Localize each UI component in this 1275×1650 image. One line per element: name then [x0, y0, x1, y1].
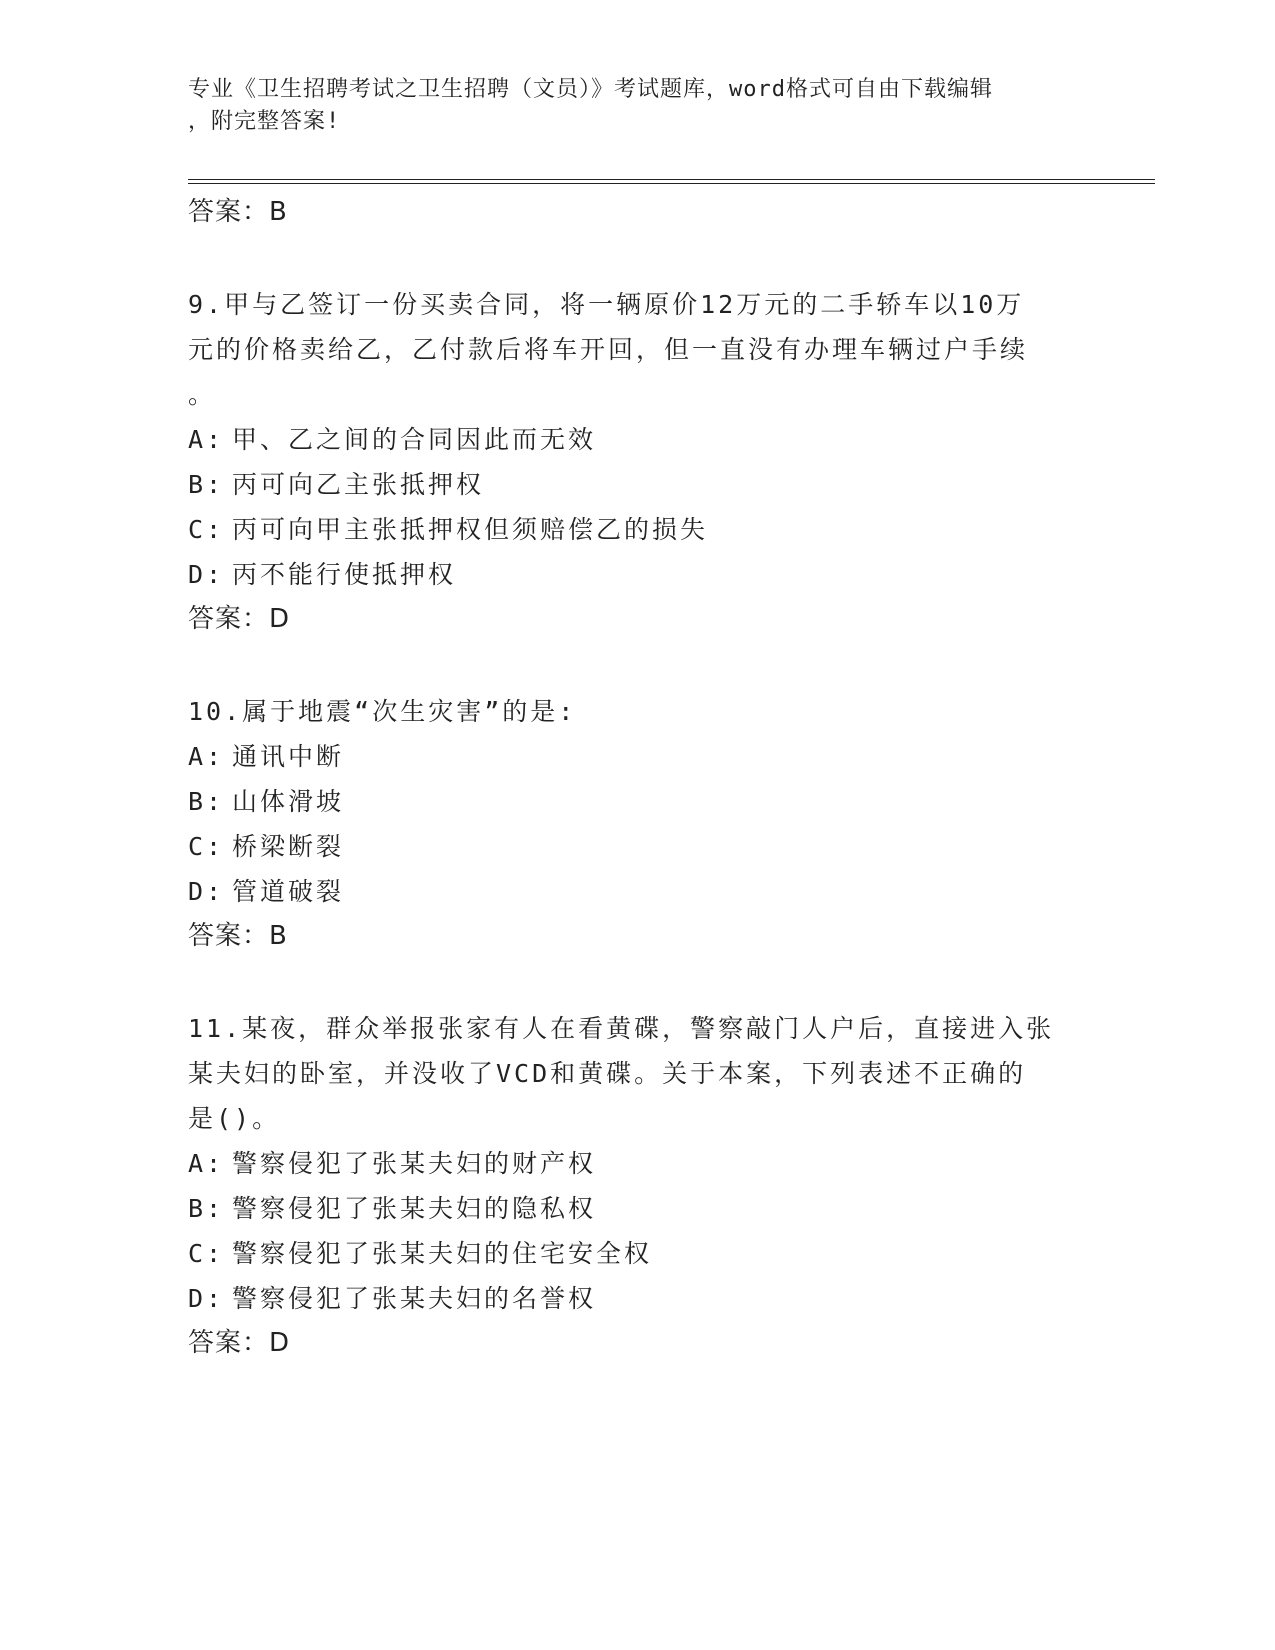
- stem-line: 某夫妇的卧室，并没收了VCD和黄碟。关于本案，下列表述不正确的: [188, 1059, 1027, 1088]
- option-d: [188, 1276, 1088, 1321]
- document-body: [188, 190, 1088, 1366]
- header-line-1: 专业《卫生招聘考试之卫生招聘（文员）》考试题库，word格式可自由下载编辑: [188, 77, 993, 102]
- option-text: 丙可向乙主张抵押权: [232, 470, 485, 499]
- option-letter: C:: [188, 1239, 225, 1268]
- option-text: 警察侵犯了张某夫妇的隐私权: [232, 1194, 597, 1223]
- question-11: [188, 1006, 1088, 1366]
- option-letter: D:: [188, 560, 225, 589]
- question-10: [188, 689, 1088, 959]
- option-d: [188, 869, 1088, 914]
- option-letter: B:: [188, 1194, 225, 1223]
- option-letter: A:: [188, 425, 225, 454]
- answer: 答案：B: [188, 921, 288, 951]
- option-a: [188, 1141, 1088, 1186]
- option-letter: D:: [188, 877, 225, 906]
- question-9: [188, 282, 1088, 642]
- option-a: [188, 417, 1088, 462]
- option-b: [188, 1186, 1088, 1231]
- option-letter: B:: [188, 470, 225, 499]
- question-stem: [188, 1006, 1088, 1141]
- question-stem: [188, 689, 1088, 734]
- question-stem: [188, 282, 1088, 417]
- option-letter: A:: [188, 742, 225, 771]
- page-header: [188, 74, 1088, 138]
- header-line-2: ，附完整答案!: [188, 109, 341, 134]
- option-b: [188, 779, 1088, 824]
- option-text: 警察侵犯了张某夫妇的财产权: [232, 1149, 597, 1178]
- option-letter: C:: [188, 515, 225, 544]
- option-letter: A:: [188, 1149, 225, 1178]
- option-text: 警察侵犯了张某夫妇的名誉权: [232, 1284, 597, 1313]
- option-text: 桥梁断裂: [232, 832, 345, 861]
- option-a: [188, 734, 1088, 779]
- option-d: [188, 552, 1088, 597]
- option-text: 丙可向甲主张抵押权但须赔偿乙的损失: [232, 515, 709, 544]
- option-c: [188, 824, 1088, 869]
- stem-line: 9.甲与乙签订一份买卖合同，将一辆原价12万元的二手轿车以10万: [188, 290, 1025, 319]
- option-c: [188, 507, 1088, 552]
- stem-line: 元的价格卖给乙，乙付款后将车开回，但一直没有办理车辆过户手续: [188, 335, 1029, 364]
- answer-previous: 答案：B: [188, 197, 288, 227]
- stem-line: 11.某夜，群众举报张家有人在看黄碟，警察敲门人户后，直接进入张: [188, 1014, 1055, 1043]
- header-rule-bottom: [188, 183, 1155, 184]
- option-text: 管道破裂: [232, 877, 345, 906]
- answer: 答案：D: [188, 1328, 291, 1358]
- option-text: 警察侵犯了张某夫妇的住宅安全权: [232, 1239, 653, 1268]
- option-letter: C:: [188, 832, 225, 861]
- header-rule-top: [188, 179, 1155, 180]
- stem-line: 是()。: [188, 1104, 281, 1133]
- stem-line: 。: [188, 380, 217, 409]
- option-text: 甲、乙之间的合同因此而无效: [232, 425, 597, 454]
- stem-line: 10.属于地震“次生灾害”的是:: [188, 697, 577, 726]
- option-c: [188, 1231, 1088, 1276]
- option-text: 丙不能行使抵押权: [232, 560, 457, 589]
- answer: 答案：D: [188, 604, 291, 634]
- option-text: 通讯中断: [232, 742, 345, 771]
- option-text: 山体滑坡: [232, 787, 345, 816]
- option-letter: B:: [188, 787, 225, 816]
- option-b: [188, 462, 1088, 507]
- option-letter: D:: [188, 1284, 225, 1313]
